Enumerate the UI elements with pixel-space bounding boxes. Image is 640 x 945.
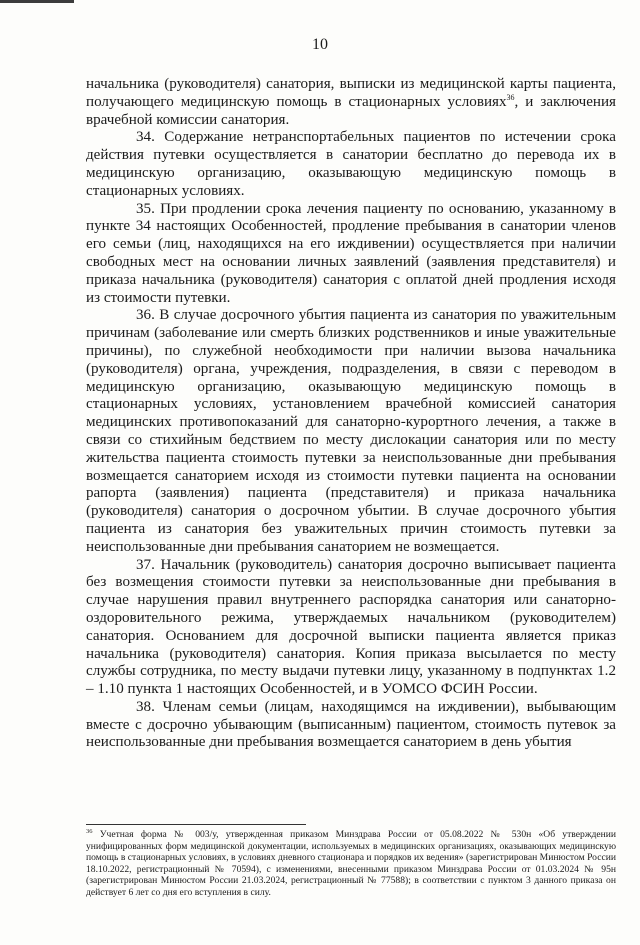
document-body	[86, 76, 616, 752]
paragraph-text: начальника (руководителя) санатория, выписки из медицинской карты пациента, получающего медицинскую помощь в стационарных условиях	[86, 76, 616, 110]
paragraph-35: 35. При продлении срока лечения пациенту по основанию, указанному в пункте 34 настоящих Особенностей, продление пребывания в санатории членов его семьи (лиц, находящихся на его иждивении) осуществляется при наличии свободных мест на основании личных заявлений (заявления представителя) и приказа начальника (руководителя) санатория с оплатой дней продления исходя из стоимости путевки.	[86, 200, 616, 306]
footnote-divider	[86, 824, 306, 825]
footnote	[86, 829, 616, 899]
footnote-mark: 36	[86, 828, 93, 835]
paragraph-continuation	[86, 76, 616, 129]
paragraph-34: 34. Содержание нетранспортабельных пациентов по истечении срока действия путевки осуществляется в санатории бесплатно до перевода их в медицинскую организацию, оказывающую медицинскую помощь в стационарных условиях.	[86, 129, 616, 199]
footnote-text: Учетная форма № 003/у, утвержденная приказом Минздрава России от 05.08.2022 № 530н «Об утверждении унифицированных форм медицинской документации, используемых в медицинских организациях, оказывающих медицинскую помощь в стационарных условиях, в условиях дневного стационара и порядков их ведения» (зарегистрирован Минюстом России 18.10.2022, регистрационный № 70594), с изменениями, внесенными приказом Минздрава России от 01.03.2024 № 95н (зарегистрирован Минюстом России 21.03.2024, регистрационный № 77588); в соответствии с пунктом 3 данного приказа он действует 6 лет со дня его вступления в силу.	[86, 829, 616, 898]
page-number: 10	[312, 36, 328, 53]
footnote-reference[interactable]: 36	[506, 92, 515, 102]
paragraph-text-tail: , и заключения врачебной комиссии санатория.	[86, 93, 616, 128]
paragraph-37: 37. Начальник (руководитель) санатория досрочно выписывает пациента без возмещения стоимости путевки за неиспользованные дни пребывания в случае нарушения правил внутреннего распорядка санатория или санаторно-оздоровительного режима, утверждаемых начальником (руководителем) санатория. Основанием для досрочной выписки пациента является приказ начальника (руководителя) санатория. Копия приказа высылается по месту службы сотрудника, по месту выдачи путевки лицу, указанному в подпунктах 1.2 – 1.10 пункта 1 настоящих Особенностей, и в УОМСО ФСИН России.	[86, 556, 616, 698]
paragraph-36: 36. В случае досрочного убытия пациента из санатория по уважительным причинам (заболевание или смерть близких родственников и иные уважительные причины), по служебной необходимости при наличии вызова начальника (руководителя) органа, учреждения, подразделения, в связи с переводом в медицинскую организацию, оказывающую медицинскую помощь в стационарных условиях, установлением врачебной комиссией санатория медицинских противопоказаний для санаторно-курортного лечения, а также в связи со стихийным бедствием по месту дислокации санатория или по месту жительства пациента стоимость путевки за неиспользованные дни пребывания возмещается санаторием исходя из стоимости путевки пациента на основании рапорта (заявления) пациента (представителя) и приказа начальника (руководителя) санатория о досрочном убытии. В случае досрочного убытия пациента из санатория без уважительных причин стоимость путевки за неиспользованные дни пребывания санаторием не возмещается.	[86, 307, 616, 555]
scan-edge-mark	[0, 0, 74, 3]
paragraph-38: 38. Членам семьи (лицам, находящимся на иждивении), выбывающим вместе с досрочно убывающим (выписанным) пациентом, стоимость путевок за неиспользованные дни пребывания возмещается санаторием в день убытия	[86, 698, 616, 751]
